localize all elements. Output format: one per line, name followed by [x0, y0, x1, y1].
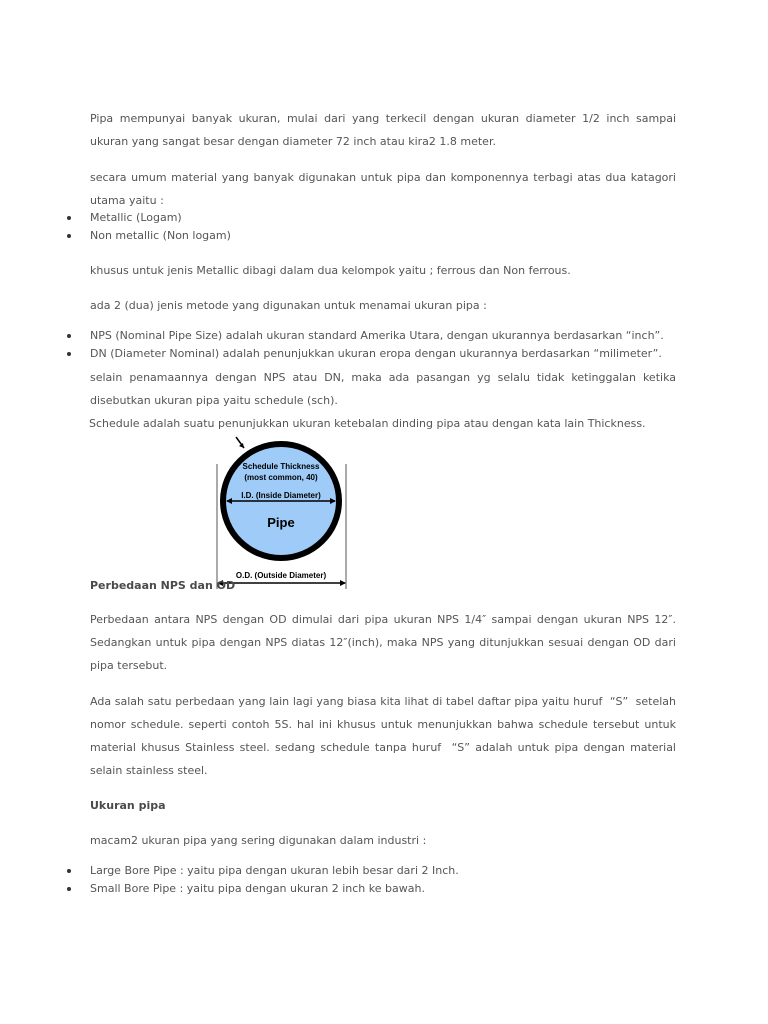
paragraph-stainless-schedule: Ada salah satu perbedaan yang lain lagi yang biasa kita lihat di tabel daftar pipa yaitu huruf “S” setelah nomor schedule. seperti contoh 5S. hal ini khusus untuk menunjukkan bahwa schedule tersebut untuk material khusus Stainless steel. sedang schedule tanpa huruf “S” adalah untuk pipa dengan material selain stainless steel. [90, 695, 676, 777]
pipe-diagram [210, 434, 355, 589]
id-label: I.D. (Inside Diameter) [241, 491, 321, 500]
list-item: Non metallic (Non logam) [60, 227, 680, 245]
bullet-icon [67, 334, 71, 338]
material-list [60, 209, 680, 245]
heading-nps-vs-od: Perbedaan NPS dan OD [90, 579, 236, 592]
list-item: Metallic (Logam) [60, 209, 680, 227]
paragraph-material-categories: secara umum material yang banyak digunakan untuk pipa dan komponennya terbagi atas dua katagori utama yaitu : [90, 171, 676, 207]
bullet-icon [67, 869, 71, 873]
list-item: DN (Diameter Nominal) adalah penunjukkan ukuran eropa dengan ukurannya berdasarkan “milimeter”. [60, 345, 680, 363]
schedule-common-label: (most common, 40) [244, 473, 318, 482]
paragraph-metallic-groups: khusus untuk jenis Metallic dibagi dalam dua kelompok yaitu ; ferrous dan Non ferrous. [90, 264, 571, 277]
method-list [60, 327, 680, 363]
size-list [60, 862, 680, 898]
schedule-thickness-label: Schedule Thickness [242, 462, 320, 471]
paragraph-nps-od-difference: Perbedaan antara NPS dengan OD dimulai dari pipa ukuran NPS 1/4″ sampai dengan ukuran NPS 12″. Sedangkan untuk pipa dengan NPS diatas 12″(inch), maka NPS yang ditunjukkan sesuai dengan OD dari pipa tersebut. [90, 613, 676, 672]
bullet-icon [67, 216, 71, 220]
paragraph-schedule-pair: selain penamaannya dengan NPS atau DN, maka ada pasangan yg selalu tidak ketinggalan ketika disebutkan ukuran pipa yaitu schedule (sch). [90, 371, 676, 407]
pipe-cross-section-figure [210, 434, 355, 589]
od-label: O.D. (Outside Diameter) [235, 571, 327, 580]
heading-pipe-sizes: Ukuran pipa [90, 799, 166, 812]
paragraph-naming-methods: ada 2 (dua) jenis metode yang digunakan untuk menamai ukuran pipa : [90, 299, 487, 312]
bullet-icon [67, 887, 71, 891]
paragraph-pipe-sizes: Pipa mempunyai banyak ukuran, mulai dari yang terkecil dengan ukuran diameter 1/2 inch sampai ukuran yang sangat besar dengan diameter 72 inch atau kira2 1.8 meter. [90, 112, 676, 148]
paragraph-industry-sizes: macam2 ukuran pipa yang sering digunakan dalam industri : [90, 834, 427, 847]
paragraph-schedule-definition: Schedule adalah suatu penunjukkan ukuran ketebalan dinding pipa atau dengan kata lain Thickness. [89, 417, 646, 430]
pipe-label: Pipe [267, 515, 295, 530]
bullet-icon [67, 352, 71, 356]
bullet-icon [67, 234, 71, 238]
list-item: NPS (Nominal Pipe Size) adalah ukuran standard Amerika Utara, dengan ukurannya berdasarkan “inch”. [60, 327, 680, 345]
list-item: Large Bore Pipe : yaitu pipa dengan ukuran lebih besar dari 2 Inch. [60, 862, 680, 880]
list-item: Small Bore Pipe : yaitu pipa dengan ukuran 2 inch ke bawah. [60, 880, 680, 898]
